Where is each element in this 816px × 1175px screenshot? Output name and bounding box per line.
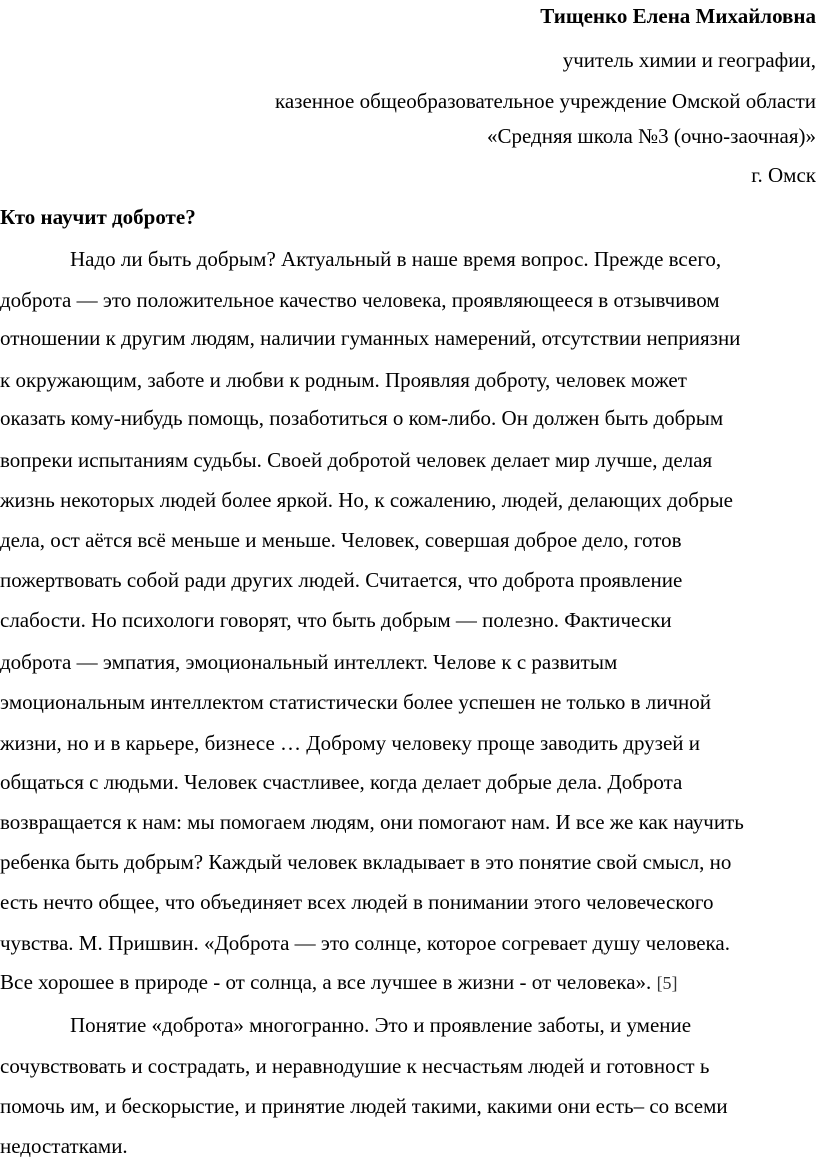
text-line-content: Все хорошее в природе - от солнца, а все лучшее в жизни - от человека».: [0, 970, 652, 994]
author-city: г. Омск: [751, 163, 816, 187]
text-line: сочувствовать и сострадать, и неравнодушие к несчастьям людей и готовност ь: [0, 1054, 710, 1078]
text-line: Надо ли быть добрым? Актуальный в наше время вопрос. Прежде всего,: [70, 247, 722, 271]
text-line: вопреки испытаниям судьбы. Своей добротой человек делает мир лучше, делая: [0, 448, 713, 472]
text-line: слабости. Но психологи говорят, что быть добрым — полезно. Фактически: [0, 608, 672, 632]
text-line: доброта — это положительное качество человека, проявляющееся в отзывчивом: [0, 288, 720, 312]
text-line: ребенка быть добрым? Каждый человек вкладывает в это понятие свой смысл, но: [0, 850, 732, 874]
text-line: жизнь некоторых людей более яркой. Но, к сожалению, людей, делающих добрые: [0, 488, 733, 512]
text-line: дела, ост аётся всё меньше и меньше. Человек, совершая доброе дело, готов: [0, 528, 682, 552]
text-line: Понятие «доброта» многогранно. Это и проявление заботы, и умение: [70, 1013, 692, 1037]
author-name: Тищенко Елена Михайловна: [540, 4, 816, 28]
author-institution: казенное общеобразовательное учреждение Омской области: [274, 89, 816, 113]
text-line: общаться с людьми. Человек счастливее, когда делает добрые дела. Доброта: [0, 770, 683, 794]
text-line: доброта — эмпатия, эмоциональный интеллект. Челове к с развитым: [0, 650, 618, 674]
text-line: недостатками.: [0, 1134, 128, 1158]
text-line: жизни, но и в карьере, бизнесе … Доброму человеку проще заводить друзей и: [0, 731, 701, 755]
author-school: «Средняя школа №3 (очно-заочная)»: [487, 124, 816, 148]
article-title: Кто научит доброте?: [0, 205, 196, 229]
text-line: отношении к другим людям, наличии гуманных намерений, отсутствии неприязни: [0, 326, 741, 350]
text-line: [0, 970, 678, 995]
text-line: к окружающим, заботе и любви к родным. Проявляя доброту, человек может: [0, 368, 687, 392]
reference-marker: [5]: [656, 973, 678, 993]
text-line: помочь им, и бескорыстие, и принятие людей такими, какими они есть– со всеми: [0, 1094, 728, 1118]
text-line: оказать кому-нибудь помощь, позаботиться о ком-либо. Он должен быть добрым: [0, 406, 724, 430]
text-line: возвращается к нам: мы помогаем людям, они помогают нам. И все же как научить: [0, 810, 744, 834]
text-line: пожертвовать собой ради других людей. Считается, что доброта проявление: [0, 568, 683, 592]
text-line: чувства. М. Пришвин. «Доброта — это солнце, которое согревает душу человека.: [0, 931, 731, 955]
text-line: есть нечто общее, что объединяет всех людей в понимании этого человеческого: [0, 890, 714, 914]
author-position: учитель химии и географии,: [562, 48, 816, 72]
text-line: эмоциональным интеллектом статистически более успешен не только в личной: [0, 690, 712, 714]
